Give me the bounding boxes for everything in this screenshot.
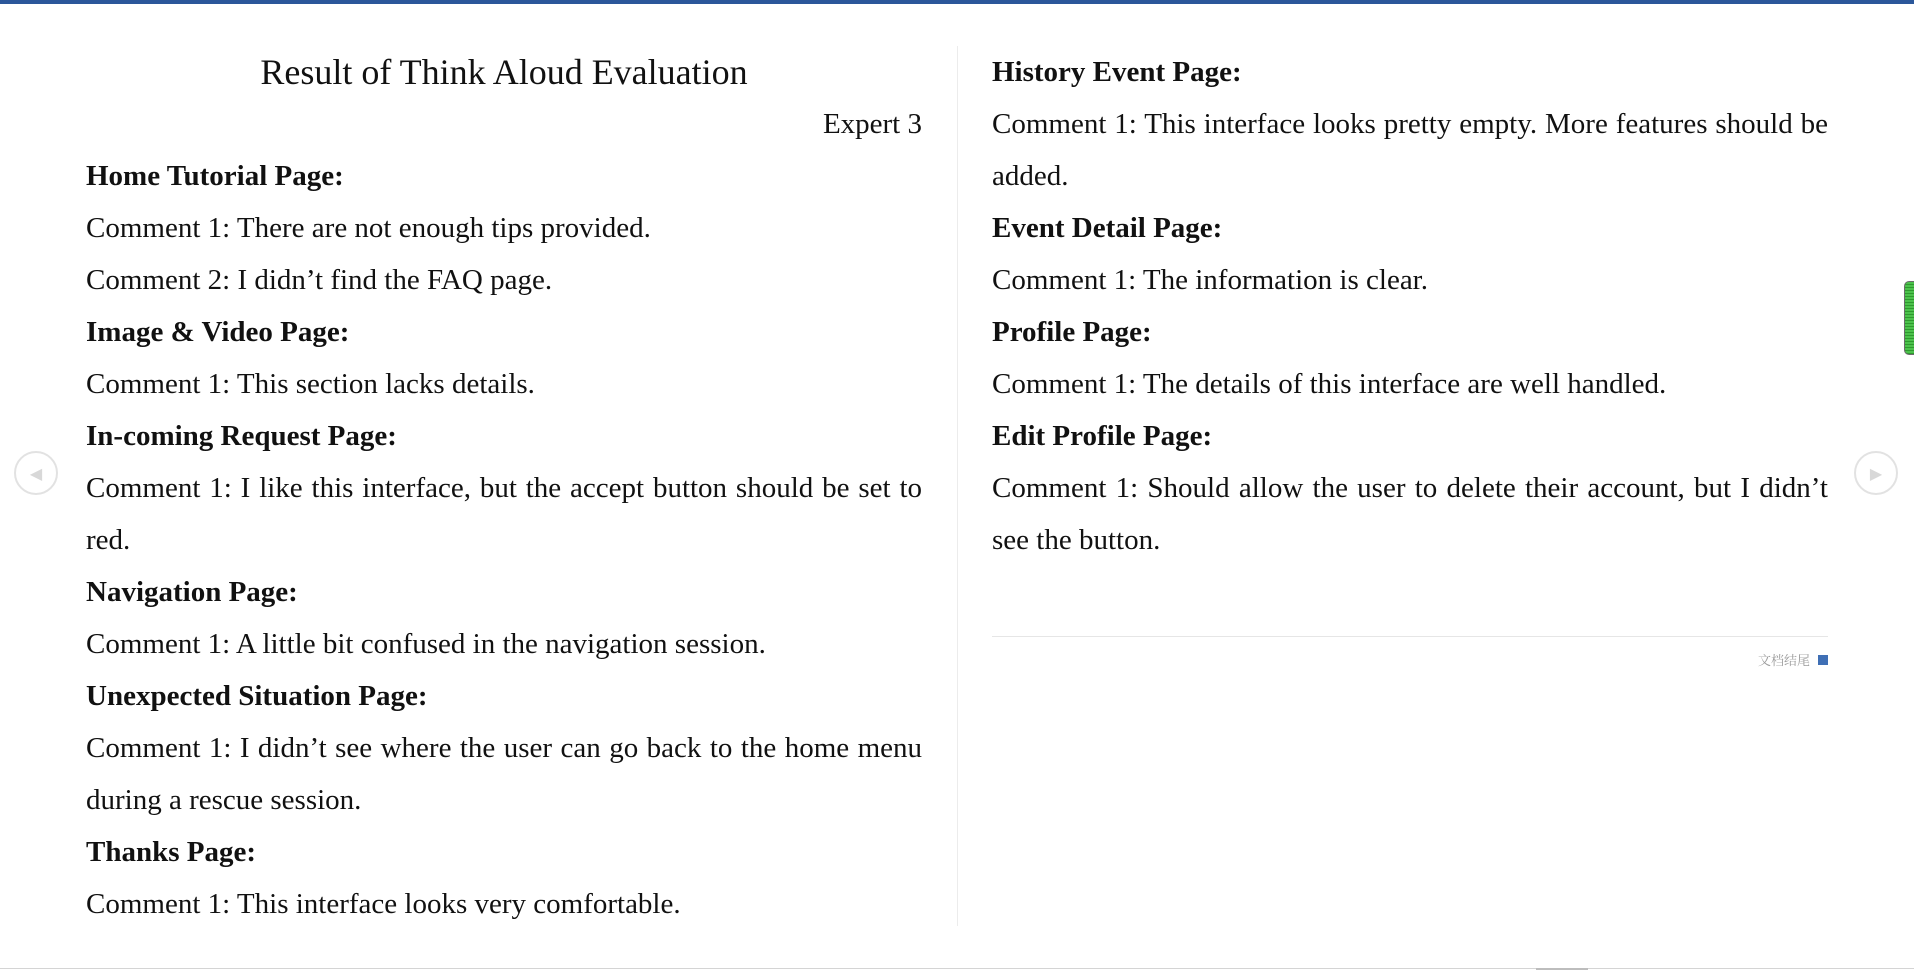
document-author: Expert 3: [822, 108, 922, 140]
end-of-document-square-icon: [1818, 655, 1828, 665]
document-page-left: [86, 46, 922, 930]
comment-text: Comment 1: This interface looks very comfortable.: [86, 888, 681, 920]
chevron-left-icon: ◀: [29, 463, 43, 483]
end-of-document-marker: [1758, 650, 1828, 669]
document-title: Result of Think Aloud Evaluation: [260, 52, 748, 92]
comment-text: Comment 1: The information is clear.: [992, 264, 1428, 296]
section-heading: Unexpected Situation Page:: [86, 680, 428, 712]
comment-text: Comment 1: This section lacks details.: [86, 368, 535, 400]
comment-text: Comment 1: The details of this interface are well handled.: [992, 368, 1667, 400]
right-column-sections: [992, 46, 1828, 566]
document-page-right: [992, 46, 1828, 566]
comment-text: Comment 2: I didn’t find the FAQ page.: [86, 264, 553, 296]
scroll-position-indicator[interactable]: [1904, 281, 1914, 355]
section-heading: Event Detail Page:: [992, 212, 1223, 244]
section-heading: Navigation Page:: [86, 576, 298, 608]
comment-text: Comment 1: I didn’t see where the user can go back to the home menu during a rescue session.: [86, 732, 922, 816]
next-page-button[interactable]: [1854, 451, 1898, 495]
section-heading: Image & Video Page:: [86, 316, 350, 348]
comment-text: Comment 1: A little bit confused in the navigation session.: [86, 628, 766, 660]
comment-text: Comment 1: Should allow the user to delete their account, but I didn’t see the button.: [992, 472, 1828, 556]
left-column-sections: [86, 150, 922, 930]
page-divider: [957, 46, 958, 926]
section-heading: In-coming Request Page:: [86, 420, 397, 452]
window-top-accent-bar: [0, 0, 1914, 4]
section-heading: History Event Page:: [992, 56, 1242, 88]
comment-text: Comment 1: There are not enough tips provided.: [86, 212, 651, 244]
section-heading: Home Tutorial Page:: [86, 160, 344, 192]
section-heading: Profile Page:: [992, 316, 1152, 348]
section-heading: Edit Profile Page:: [992, 420, 1213, 452]
end-of-document-line: [992, 636, 1828, 637]
comment-text: Comment 1: I like this interface, but the accept button should be set to red.: [86, 472, 922, 556]
status-bar-edge: [0, 968, 1914, 969]
previous-page-button[interactable]: [14, 451, 58, 495]
section-heading: Thanks Page:: [86, 836, 257, 868]
chevron-right-icon: ▶: [1869, 463, 1883, 483]
comment-text: Comment 1: This interface looks pretty empty. More features should be added.: [992, 108, 1828, 192]
end-of-document-label: 文档结尾: [1757, 654, 1810, 669]
